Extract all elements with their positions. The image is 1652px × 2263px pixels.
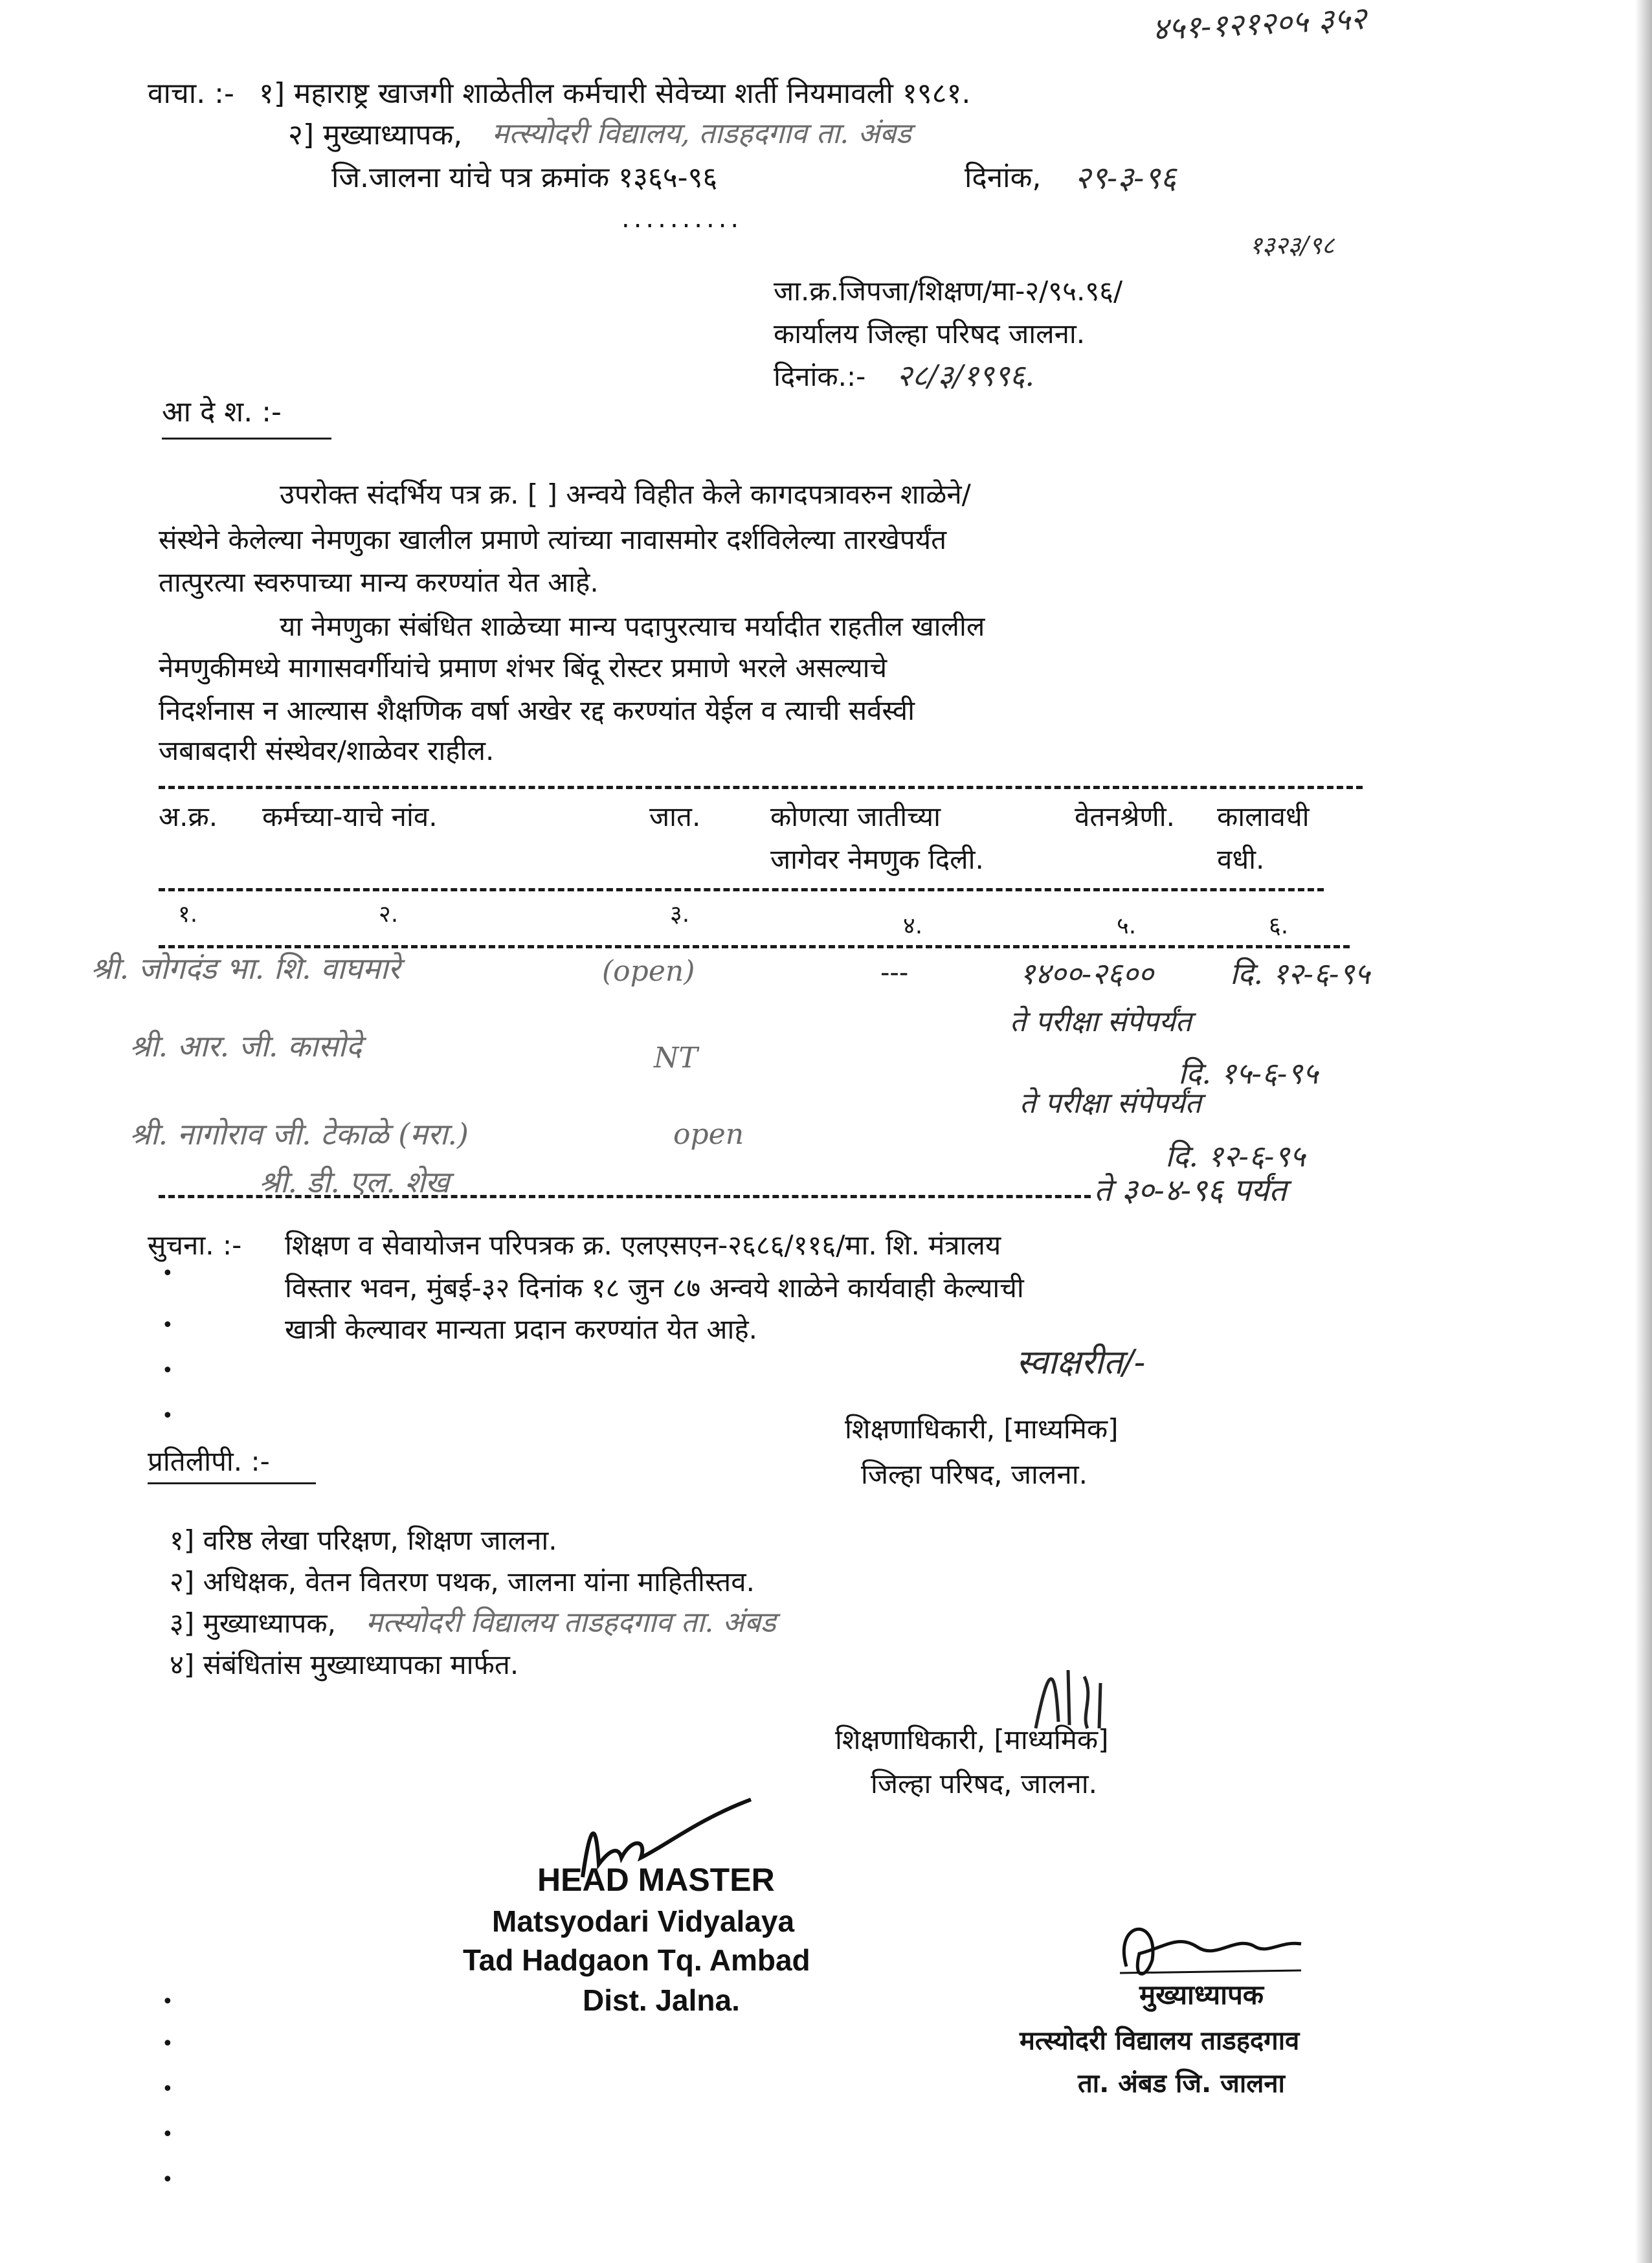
row-4-name: श्री. डी. एल. शेख — [259, 1165, 450, 1199]
col-number-6: ६. — [1269, 913, 1289, 939]
table-header-period: कालावधी — [1217, 801, 1310, 832]
table-header-period-line-2: वधी. — [1217, 843, 1265, 875]
seal-english-line-2: Matsyodari Vidyalaya — [492, 1904, 795, 1938]
seal-english-line-4: Dist. Jalna. — [583, 1983, 740, 2017]
margin-mark: • — [162, 2168, 173, 2191]
row-1-payscale: १४००-२६०० — [1020, 956, 1154, 991]
copy-item-1: १] वरिष्ठ लेखा परिक्षण, शिक्षण जालना. — [170, 1524, 557, 1556]
margin-mark: • — [162, 1405, 173, 1427]
copy-item-2: २] अधिक्षक, वेतन वितरण पथक, जालना यांना माहितीस्तव. — [170, 1566, 755, 1598]
header-handwritten-note: ४५१-१२१२०५ ३५२ — [1151, 0, 1368, 48]
row-2-name: श्री. आर. जी. कासोदे — [129, 1029, 362, 1064]
seal-english-line-1: HEAD MASTER — [537, 1862, 775, 1898]
order-heading-underline — [162, 438, 331, 440]
officer-1-place: जिल्हा परिषद, जालना. — [861, 1458, 1088, 1490]
table-header-rule — [159, 888, 1324, 891]
subject-line-2-handwritten: मत्स्योदरी विद्यालय, ताडहदगाव ता. अंबड — [492, 117, 911, 150]
office-name: कार्यालय जिल्हा परिषद जालना. — [774, 318, 1086, 350]
row-3-period: दि. १२-६-९५ — [1165, 1139, 1306, 1174]
inward-stamp-number: १३२३/९८ — [1249, 231, 1335, 260]
note-line-2: विस्तार भवन, मुंबई-३२ दिनांक १८ जुन ८७ अन्वये शाळेने कार्यवाही केल्याची — [285, 1272, 1024, 1304]
margin-mark: • — [162, 2078, 173, 2101]
subject-label: वाचा. :- — [148, 77, 234, 110]
order-para-2-line-4: जबाबदारी संस्थेवर/शाळेवर राहील. — [159, 735, 495, 766]
row-2-period: दि. १५-६-९५ — [1178, 1056, 1319, 1091]
copies-label-underline — [148, 1482, 316, 1484]
table-header-caste: जात. — [649, 801, 701, 832]
row-2-payscale-note: ते परीक्षा संपेपर्यंत — [1010, 1005, 1192, 1038]
row-1-period: दि. १२-६-९५ — [1230, 956, 1370, 991]
margin-mark: • — [162, 2033, 173, 2055]
margin-mark: • — [162, 1314, 173, 1337]
table-top-rule — [159, 786, 1363, 789]
note-signed-handwritten: स्वाक्षरीत/- — [1016, 1343, 1146, 1382]
copies-label: प्रतिलीपी. :- — [148, 1445, 270, 1477]
margin-mark: • — [162, 2123, 173, 2146]
note-line-1: शिक्षण व सेवायोजन परिपत्रक क्र. एलएसएन-२६८६/११६/मा. शि. मंत्रालय — [285, 1229, 1001, 1261]
seal-marathi-line-2: मत्स्योदरी विद्यालय ताडहदगाव — [1020, 2026, 1300, 2056]
col-number-3: ३. — [670, 901, 690, 928]
copy-item-3-handwritten: मत्स्योदरी विद्यालय ताडहदगाव ता. अंबड — [366, 1606, 776, 1639]
table-column-number-rule — [159, 945, 1350, 948]
table-header-post: कोणत्या जातीच्या — [770, 801, 941, 832]
col-number-1: १. — [178, 901, 198, 928]
dot-separator: .......... — [621, 204, 743, 234]
officer-1-title: शिक्षणाधिकारी, [माध्यमिक] — [845, 1413, 1119, 1445]
seal-marathi-line-1: मुख्याध्यापक — [1139, 1979, 1264, 2011]
subject-line-3: जि.जालना यांचे पत्र क्रमांक १३६५-९६ — [331, 161, 718, 194]
order-para-1-line-1: उपरोक्त संदर्भिय पत्र क्र. [ ] अन्वये विहीत केले कागदपत्रावरुन शाळेने/ — [280, 478, 971, 510]
row-1-post: --- — [880, 958, 909, 988]
margin-mark: • — [162, 1359, 173, 1382]
order-para-2-line-2: नेमणुकीमध्ये मागासवर्गीयांचे प्रमाण शंभर बिंदू रोस्टर प्रमाणे भरले असल्याचे — [159, 652, 887, 684]
note-line-3: खात्री केल्यावर मान्यता प्रदान करण्यांत येत आहे. — [285, 1313, 758, 1345]
margin-mark: • — [162, 1262, 173, 1285]
subject-date: २९-३-९६ — [1075, 160, 1177, 196]
table-header-payscale: वेतनश्रेणी. — [1075, 801, 1175, 832]
row-4-period: ते ३०-४-९६ पर्यंत — [1094, 1172, 1287, 1209]
order-para-2-line-3: निदर्शनास न आल्यास शैक्षणिक वर्षा अखेर रद्द करण्यांत येईल व त्याची सर्वस्वी — [159, 695, 915, 726]
copy-item-3: ३] मुख्याध्यापक, — [170, 1607, 336, 1639]
office-date: २८/३/१९९६. — [897, 358, 1035, 393]
table-header-name: कर्मच्या-याचे नांव. — [262, 801, 438, 832]
officer-2-place: जिल्हा परिषद, जालना. — [871, 1768, 1097, 1800]
order-para-2-line-1: या नेमणुका संबंधित शाळेच्या मान्य पदापुरत्याच मर्यादीत राहतील खालील — [280, 610, 985, 642]
page-edge-shadow — [1635, 0, 1652, 2263]
seal-marathi-line-3: ता. अंबड जि. जालना — [1078, 2069, 1285, 2099]
row-3-name: श्री. नागोराव जी. टेकाळे (मरा.) — [129, 1117, 469, 1152]
order-para-1-line-3: तात्पुरत्या स्वरुपाच्या मान्य करण्यांत येत आहे. — [159, 566, 599, 598]
officer-2-signature — [1023, 1657, 1139, 1735]
subject-line-2-prefix: २] मुख्याध्यापक, — [288, 118, 463, 151]
row-3-payscale-note: ते परीक्षा संपेपर्यंत — [1020, 1087, 1201, 1120]
table-header-serial: अ.क्र. — [159, 801, 218, 832]
note-label: सुचना. :- — [148, 1229, 242, 1261]
row-1-name: श्री. जोगदंड भा. शि. वाघमारे — [91, 951, 401, 986]
office-date-label: दिनांक.:- — [774, 361, 866, 392]
seal-english-line-3: Tad Hadgaon Tq. Ambad — [463, 1943, 810, 1977]
col-number-2: २. — [379, 901, 399, 928]
row-2-caste: NT — [654, 1042, 698, 1075]
order-heading: आ दे श. :- — [162, 396, 282, 429]
order-para-1-line-2: संस्थेने केलेल्या नेमणुका खालील प्रमाणे त्यांच्या नावासमोर दर्शविलेल्या तारखेपर्यंत — [159, 524, 947, 555]
row-3-caste: open — [673, 1118, 744, 1151]
copy-item-4: ४] संबंधितांस मुख्याध्यापका मार्फत. — [170, 1649, 519, 1680]
office-reference: जा.क्र.जिपजा/शिक्षण/मा-२/९५.९६/ — [774, 275, 1123, 307]
margin-mark: • — [162, 1990, 173, 2013]
table-bottom-rule — [159, 1195, 1091, 1198]
table-header-post-line-2: जागेवर नेमणुक दिली. — [770, 843, 984, 875]
subject-date-label: दिनांक, — [965, 161, 1042, 194]
officer-2-title: शिक्षणाधिकारी, [माध्यमिक] — [835, 1724, 1109, 1756]
subject-line-1: १] महाराष्ट्र खाजगी शाळेतील कर्मचारी सेवेच्या शर्ती नियमावली १९८१. — [259, 77, 971, 110]
col-number-5: ५. — [1117, 913, 1137, 939]
row-1-caste: (open) — [602, 955, 695, 988]
col-number-4: ४. — [903, 913, 923, 939]
